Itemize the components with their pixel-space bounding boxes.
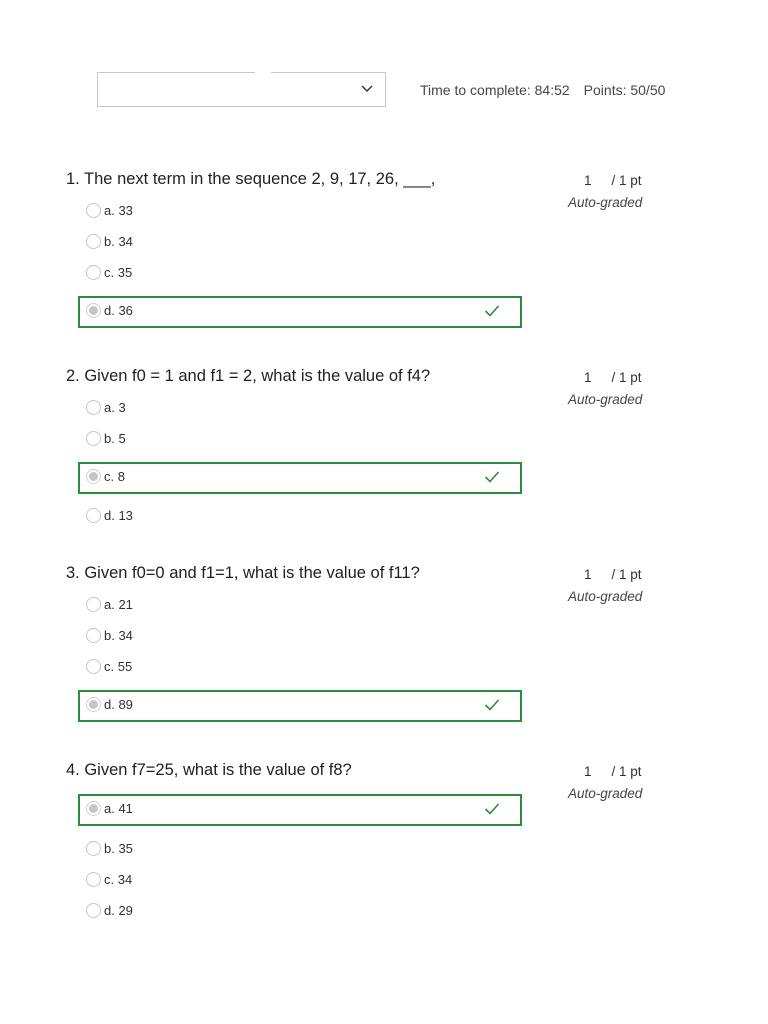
points-total: Points: 50/50 (583, 82, 666, 98)
option-label: a. 41 (104, 801, 133, 816)
radio-button-selected[interactable] (86, 697, 101, 712)
option-c[interactable] (78, 258, 522, 290)
question-score (584, 567, 642, 582)
chevron-down-icon (360, 81, 374, 95)
radio-button-selected[interactable] (86, 801, 101, 816)
radio-button[interactable] (86, 431, 101, 446)
radio-button[interactable] (86, 841, 101, 856)
option-d-correct[interactable] (78, 690, 522, 722)
option-label: c. 8 (104, 469, 125, 484)
question-score (584, 764, 642, 779)
option-b[interactable] (78, 227, 522, 259)
score-total: / 1 pt (611, 764, 642, 779)
option-label: d. 13 (104, 508, 133, 523)
radio-button-selected[interactable] (86, 469, 101, 484)
option-label: a. 3 (104, 400, 126, 415)
option-label: b. 35 (104, 841, 133, 856)
radio-button[interactable] (86, 508, 101, 523)
option-label: c. 55 (104, 659, 133, 674)
option-label: b. 34 (104, 628, 133, 643)
question-text: 2. Given f0 = 1 and f1 = 2, what is the value of f4? (66, 367, 431, 385)
question-text: 4. Given f7=25, what is the value of f8? (66, 761, 352, 779)
option-a[interactable] (78, 196, 522, 228)
radio-button[interactable] (86, 628, 101, 643)
grading-mode: Auto-graded (568, 195, 643, 210)
question-3 (0, 564, 768, 754)
dropdown-gap (255, 71, 271, 75)
option-c-correct[interactable] (78, 462, 522, 494)
option-label: b. 5 (104, 431, 126, 446)
checkmark-icon (484, 698, 500, 712)
option-b[interactable] (78, 621, 522, 653)
radio-button[interactable] (86, 872, 101, 887)
header-info (420, 82, 665, 98)
question-text: 3. Given f0=0 and f1=1, what is the value of f11? (66, 564, 420, 582)
option-c[interactable] (78, 652, 522, 684)
checkmark-icon (484, 802, 500, 816)
option-label: d. 36 (104, 303, 133, 318)
grading-mode: Auto-graded (568, 786, 643, 801)
score-total: / 1 pt (611, 173, 642, 188)
option-label: c. 35 (104, 265, 133, 280)
question-text: 1. The next term in the sequence 2, 9, 17, 26, ___, (66, 170, 436, 188)
question-4 (0, 761, 768, 951)
grading-mode: Auto-graded (568, 392, 643, 407)
option-a-correct[interactable] (78, 794, 522, 826)
option-label: c. 34 (104, 872, 133, 887)
question-2 (0, 367, 768, 557)
option-label: a. 33 (104, 203, 133, 218)
option-d[interactable] (78, 501, 522, 533)
option-d-correct[interactable] (78, 296, 522, 328)
grading-mode: Auto-graded (568, 589, 643, 604)
option-d[interactable] (78, 896, 522, 928)
option-label: b. 34 (104, 234, 133, 249)
checkmark-icon (484, 470, 500, 484)
score-value: 1 (584, 764, 592, 779)
score-value: 1 (584, 567, 592, 582)
option-b[interactable] (78, 834, 522, 866)
option-a[interactable] (78, 393, 522, 425)
radio-button-selected[interactable] (86, 303, 101, 318)
response-dropdown[interactable] (97, 72, 386, 107)
option-label: d. 89 (104, 697, 133, 712)
option-label: a. 21 (104, 597, 133, 612)
time-to-complete: Time to complete: 84:52 (420, 82, 570, 98)
checkmark-icon (484, 304, 500, 318)
option-c[interactable] (78, 865, 522, 897)
option-label: d. 29 (104, 903, 133, 918)
question-score (584, 173, 642, 188)
option-a[interactable] (78, 590, 522, 622)
option-b[interactable] (78, 424, 522, 456)
radio-button[interactable] (86, 400, 101, 415)
radio-button[interactable] (86, 659, 101, 674)
radio-button[interactable] (86, 265, 101, 280)
radio-button[interactable] (86, 903, 101, 918)
radio-button[interactable] (86, 203, 101, 218)
question-score (584, 370, 642, 385)
radio-button[interactable] (86, 234, 101, 249)
question-1 (0, 170, 768, 360)
score-total: / 1 pt (611, 567, 642, 582)
score-value: 1 (584, 173, 592, 188)
radio-button[interactable] (86, 597, 101, 612)
score-value: 1 (584, 370, 592, 385)
score-total: / 1 pt (611, 370, 642, 385)
